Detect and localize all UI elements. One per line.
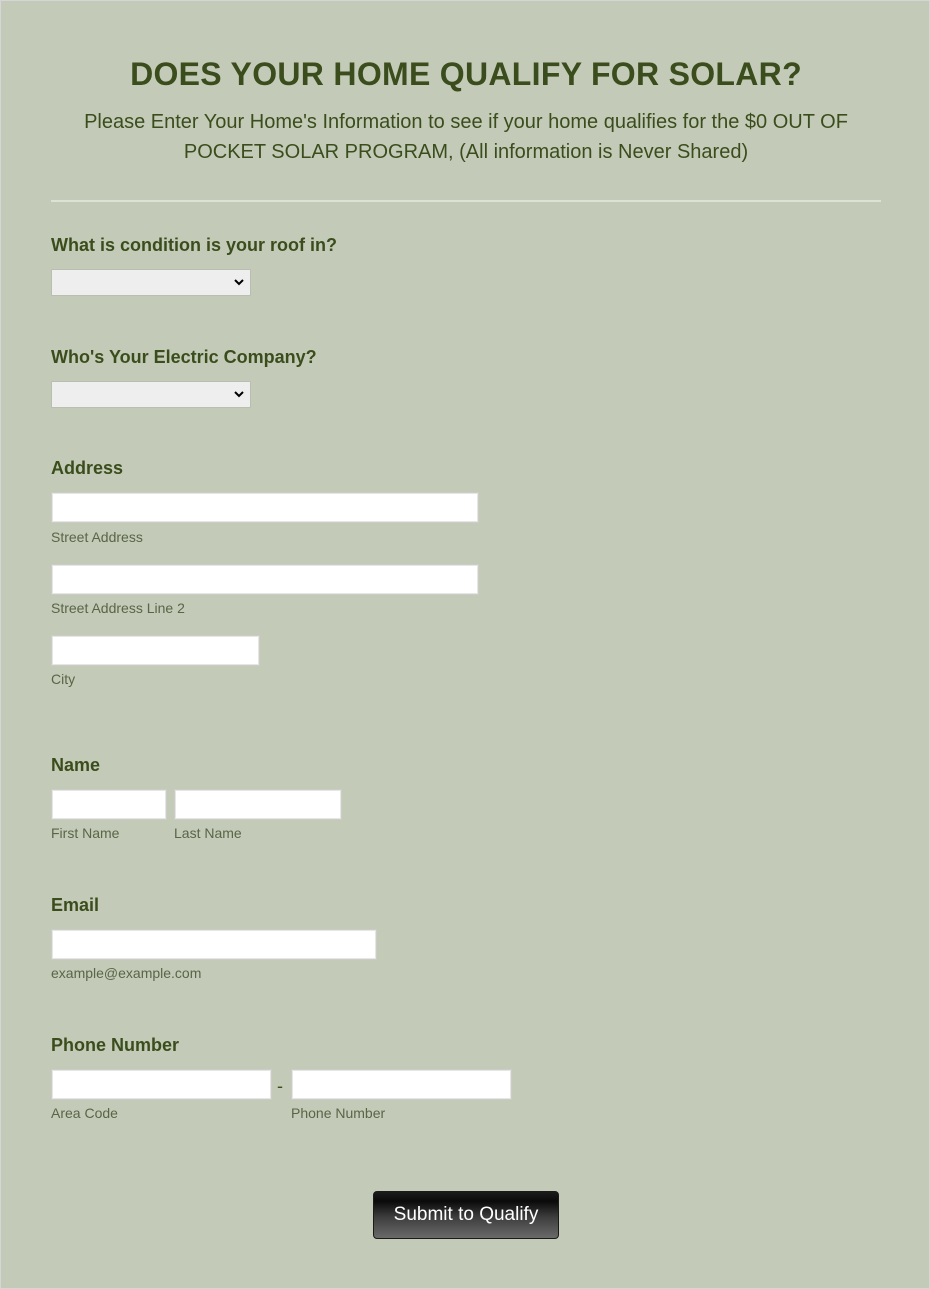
street-address-input[interactable] bbox=[51, 492, 479, 523]
chevron-down-icon bbox=[234, 389, 244, 399]
divider bbox=[51, 200, 881, 202]
street-address-line2-sublabel: Street Address Line 2 bbox=[51, 600, 185, 616]
area-code-input[interactable] bbox=[51, 1069, 272, 1100]
email-sublabel: example@example.com bbox=[51, 965, 202, 981]
name-label: Name bbox=[51, 755, 101, 775]
roof-condition-select[interactable] bbox=[51, 269, 251, 296]
electric-company-label: Who's Your Electric Company? bbox=[51, 347, 317, 367]
first-name-sublabel: First Name bbox=[51, 825, 120, 841]
street-address-line2-input[interactable] bbox=[51, 564, 479, 595]
first-name-input[interactable] bbox=[51, 789, 167, 820]
roof-condition-label: What is condition is your roof in? bbox=[51, 235, 337, 255]
last-name-sublabel: Last Name bbox=[174, 825, 242, 841]
phone-label: Phone Number bbox=[51, 1035, 180, 1055]
phone-number-input[interactable] bbox=[291, 1069, 512, 1100]
city-input[interactable] bbox=[51, 635, 260, 666]
page-title: DOES YOUR HOME QUALIFY FOR SOLAR? bbox=[130, 56, 802, 92]
last-name-input[interactable] bbox=[174, 789, 342, 820]
phone-separator: - bbox=[277, 1076, 283, 1096]
electric-company-select[interactable] bbox=[51, 381, 251, 408]
email-label: Email bbox=[51, 895, 100, 915]
address-label: Address bbox=[51, 458, 124, 478]
area-code-sublabel: Area Code bbox=[51, 1105, 118, 1121]
chevron-down-icon bbox=[234, 277, 244, 287]
phone-number-sublabel: Phone Number bbox=[291, 1105, 386, 1121]
page-subtitle: Please Enter Your Home's Information to see if your home qualifies for the $0 OUT OF POCKET SOLAR PROGRAM, (All information is Never Shared) bbox=[84, 111, 848, 163]
street-address-sublabel: Street Address bbox=[51, 529, 143, 545]
submit-button[interactable]: Submit to Qualify bbox=[373, 1191, 559, 1239]
email-input[interactable] bbox=[51, 929, 377, 960]
city-sublabel: City bbox=[51, 671, 76, 687]
